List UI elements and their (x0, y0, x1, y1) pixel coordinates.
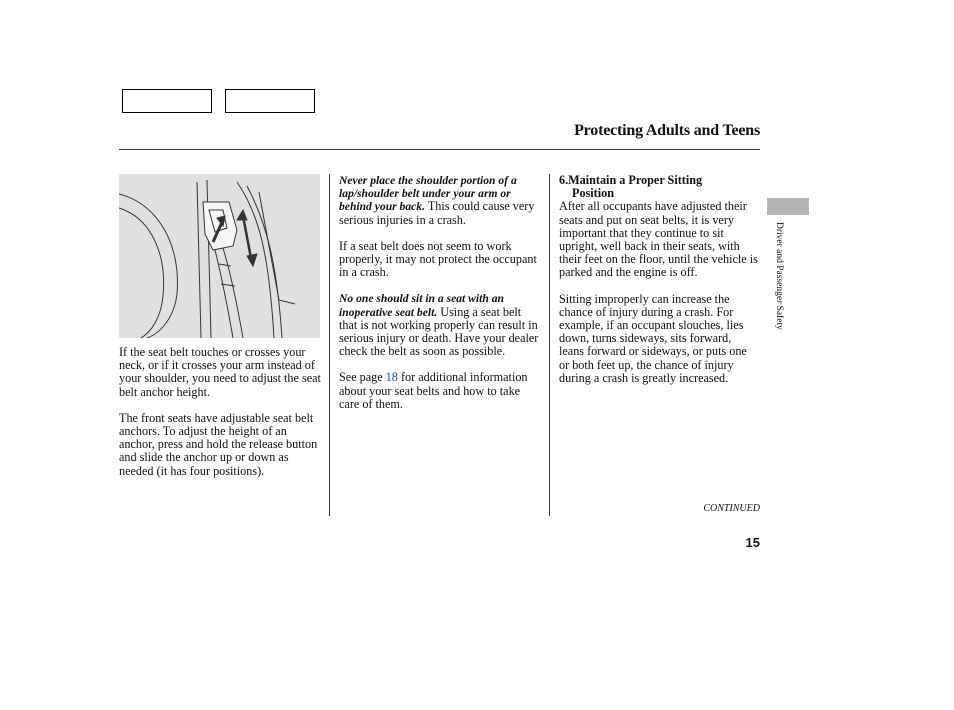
anchor-height-paragraph: If the seat belt touches or crosses your neck, or if it crosses your arm instead of your shoulder, you need to adjust the seat belt anchor height. (119, 345, 321, 399)
inoperative-belt-text: Using a seat belt that is not working properly can result in serious injury or death. Have your dealer check the belt as soon as possible. (339, 304, 539, 359)
nav-button-1[interactable] (122, 89, 212, 113)
section-tab[interactable] (767, 198, 809, 215)
page-title: Protecting Adults and Teens (574, 122, 760, 139)
shoulder-belt-warning-text: This could cause very serious injuries in a crash. (339, 199, 535, 227)
column-divider-2 (549, 174, 550, 516)
continued-label: CONTINUED (703, 503, 760, 514)
inoperative-belt-warning (339, 292, 542, 358)
see-page-suffix: for additional information about your seat belts and how to take care of them. (339, 370, 528, 411)
column-1 (119, 174, 324, 491)
column-3 (559, 174, 759, 398)
page-18-link[interactable]: 18 (385, 370, 398, 385)
shoulder-belt-warning (339, 174, 542, 227)
page-number: 15 (745, 535, 760, 550)
section-heading-line-1: 6.Maintain a Proper Sitting (559, 173, 703, 187)
adjustable-anchors-paragraph: The front seats have adjustable seat belt anchors. To adjust the height of an anchor, press and hold the release button and slide the anchor up or down as needed (it has four positions). (119, 410, 318, 478)
seat-belt-anchor-illustration (119, 174, 320, 338)
sitting-improperly-paragraph: Sitting improperly can increase the chance of injury during a crash. For example, if an occupant slouches, lies down, turns sideways, sits forward, leans forward or sideways, or puts one or both feet up, the chance of injury during a crash is greatly increased. (559, 291, 747, 385)
column-divider-1 (329, 174, 330, 516)
seat-belt-anchor-drawing (119, 174, 320, 338)
belt-not-working-paragraph: If a seat belt does not seem to work properly, it may not protect the occupant in a crash. (339, 238, 537, 280)
inoperative-belt-emphasis: No one should sit in a seat with an inoperative seat belt. (339, 292, 504, 319)
sitting-upright-paragraph: After all occupants have adjusted their seats and put on seat belts, it is very important that they continue to sit upright, well back in their seats, with their feet on the floor, until the vehicle is parked and the engine is off. (559, 199, 758, 280)
header-rule (119, 149, 760, 150)
section-heading-line-2: Position (572, 186, 614, 201)
see-page-prefix: See page (339, 370, 386, 385)
section-side-label: Driver and Passenger Safety (774, 222, 784, 330)
nav-button-2[interactable] (225, 89, 315, 113)
see-page-paragraph (339, 371, 542, 411)
shoulder-belt-warning-emphasis: Never place the shoulder portion of a lap/shoulder belt under your arm or behind your back. (339, 174, 517, 214)
column-2 (339, 174, 542, 424)
